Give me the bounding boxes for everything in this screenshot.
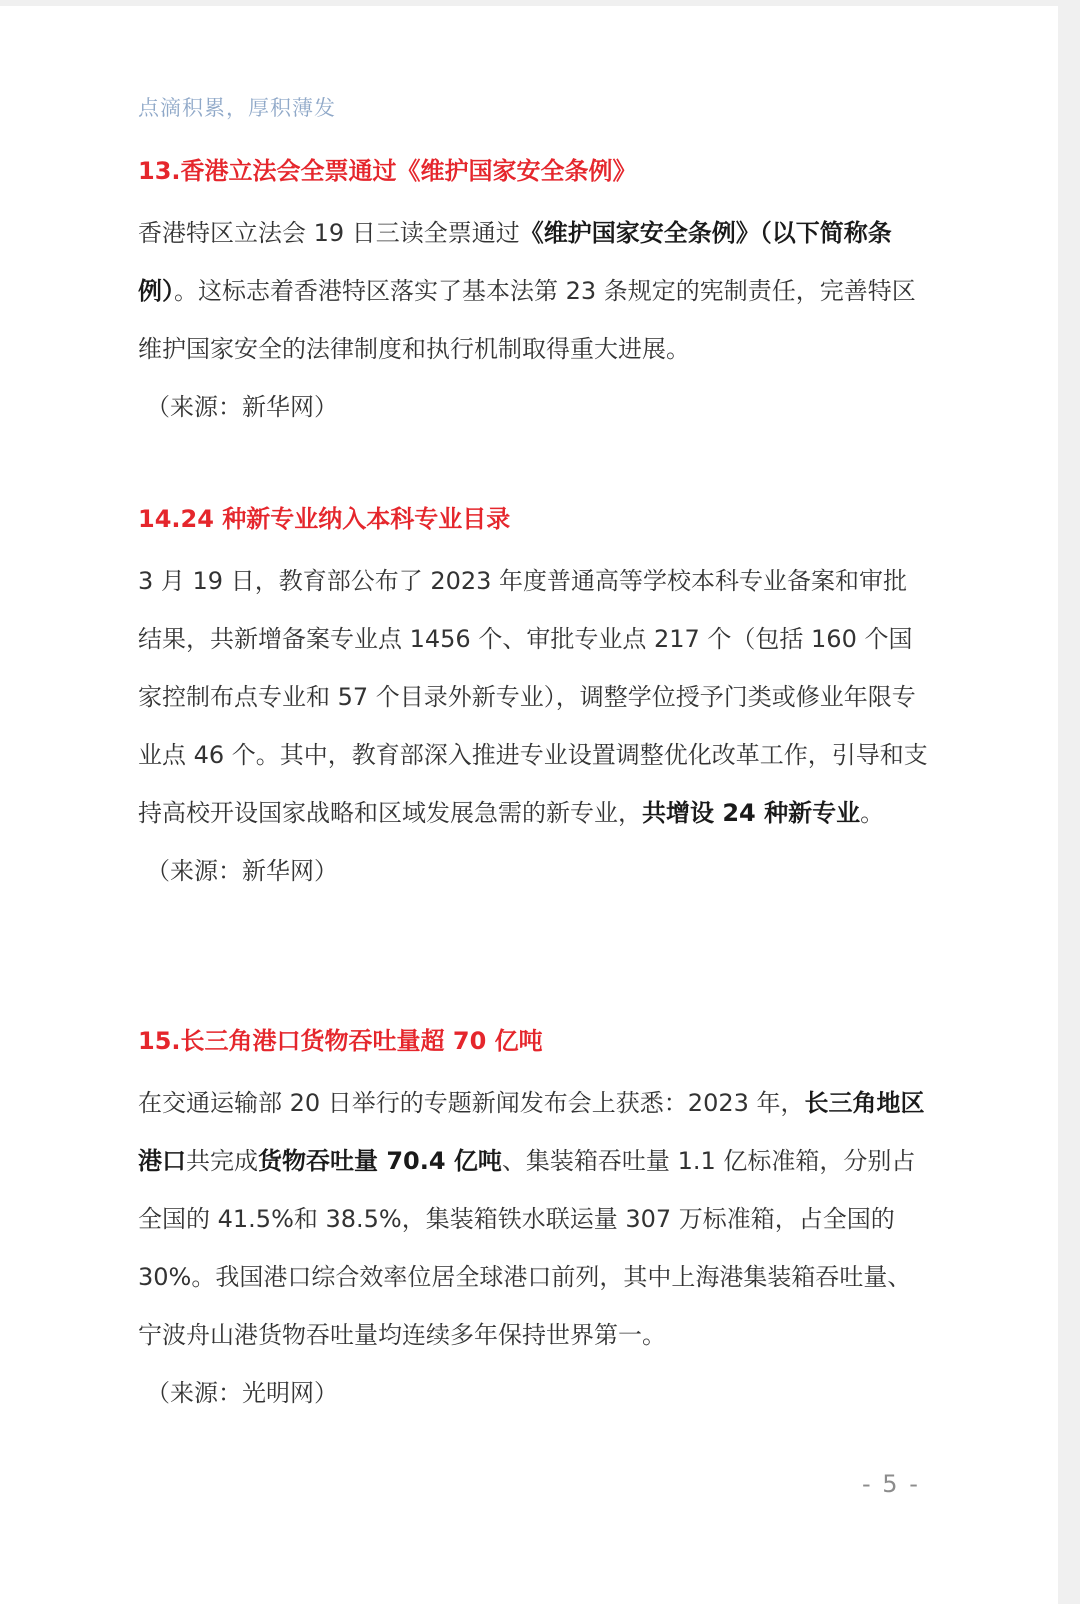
- section-body: [138, 1074, 928, 1364]
- document-page: [0, 6, 1058, 1604]
- body-text: 3 月 19 日，教育部公布了 2023 年度普通高等学校本科专业备案和审批结果，共新增备案专业点 1456 个、审批专业点 217 个（包括 160 个国家控制布点专业和 57 个目录外新专业），调整学位授予门类或修业年限专业点 46 个。其中，教育部深入推进专业设置调整优化改革工作，引导和支持高校开设国家战略和区域发展急需的新专业，: [138, 567, 928, 827]
- body-text-bold: 货物吞吐量 70.4 亿吨: [258, 1147, 502, 1175]
- section-body: [138, 552, 928, 842]
- news-item-14: [138, 502, 928, 900]
- body-text: 。这标志着香港特区落实了基本法第 23 条规定的宪制责任，完善特区维护国家安全的法律制度和执行机制取得重大进展。: [138, 277, 916, 363]
- body-text-bold: 长三角地区港口: [138, 1089, 925, 1175]
- body-text-bold: 共增设 24 种新专业: [642, 799, 861, 827]
- section-title: 15.长三角港口货物吞吐量超 70 亿吨: [138, 1027, 543, 1055]
- header-motto: 点滴积累，厚积薄发: [138, 96, 336, 120]
- body-text: 、集装箱吞吐量 1.1 亿标准箱，分别占全国的 41.5%和 38.5%，集装箱铁水联运量 307 万标准箱，占全国的 30%。我国港口综合效率位居全球港口前列，其中上海港集装箱吞吐量、宁波舟山港货物吞吐量均连续多年保持世界第一。: [138, 1147, 916, 1349]
- news-item-15: [138, 1024, 928, 1422]
- source-note: （来源：光明网）: [146, 1379, 338, 1407]
- section-title: 14.24 种新专业纳入本科专业目录: [138, 505, 511, 533]
- source-note: （来源：新华网）: [146, 393, 338, 421]
- body-text-bold: 《维护国家安全条例》（以下简称条例）: [138, 219, 892, 305]
- news-item-13: [138, 154, 928, 436]
- body-text: 共完成: [186, 1147, 258, 1175]
- page-number: - 5 -: [862, 1470, 920, 1498]
- body-text: 在交通运输部 20 日举行的专题新闻发布会上获悉：2023 年，: [138, 1089, 805, 1117]
- body-text: 香港特区立法会 19 日三读全票通过: [138, 219, 520, 247]
- body-text: 。: [860, 799, 885, 827]
- source-note: （来源：新华网）: [146, 857, 338, 885]
- section-body: [138, 204, 928, 378]
- section-title: 13.香港立法会全票通过《维护国家安全条例》: [138, 157, 637, 185]
